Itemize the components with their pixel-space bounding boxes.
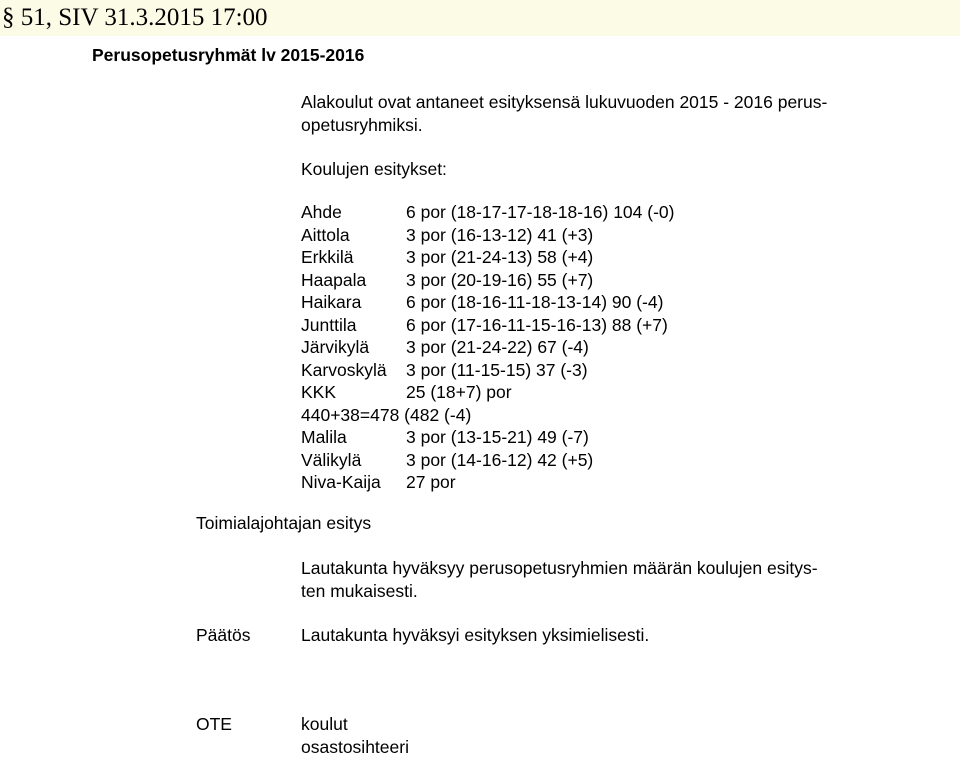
school-name: Ahde: [301, 201, 342, 224]
ote-recipient: osastosihteeri: [301, 736, 409, 758]
school-detail: 6 por (18-17-17-18-18-16) 104 (-0): [406, 201, 674, 224]
director-proposal-label: Toimialajohtajan esitys: [196, 512, 371, 535]
school-detail: 3 por (16-13-12) 41 (+3): [406, 224, 593, 247]
school-detail: 6 por (17-16-11-15-16-13) 88 (+7): [406, 314, 668, 337]
director-proposal-line: Lautakunta hyväksyy perusopetusryhmien määrän koulujen esitys-: [301, 557, 818, 580]
director-proposal-line: ten mukaisesti.: [301, 580, 818, 603]
school-detail: 3 por (21-24-22) 67 (-4): [406, 336, 589, 359]
school-name: Välikylä: [301, 449, 361, 472]
school-name: Karvoskylä: [301, 359, 387, 382]
school-detail: 3 por (13-15-21) 49 (-7): [406, 426, 589, 449]
school-detail: 27 por: [406, 471, 456, 494]
school-name: Erkkilä: [301, 246, 354, 269]
section-heading: § 51, SIV 31.3.2015 17:00: [2, 3, 268, 33]
total-line: 440+38=478 (482 (-4): [301, 404, 471, 427]
school-name: KKK: [301, 381, 336, 404]
decision-label: Päätös: [196, 624, 250, 647]
ote-recipients: [301, 713, 409, 758]
director-proposal-text: [301, 557, 818, 602]
decision-text: Lautakunta hyväksyi esityksen yksimielisesti.: [301, 624, 649, 647]
ote-recipient: koulut: [301, 713, 409, 736]
intro-line: opetusryhmiksi.: [301, 114, 827, 137]
school-detail: 25 (18+7) por: [406, 381, 512, 404]
school-detail: 3 por (20-19-16) 55 (+7): [406, 269, 593, 292]
document-title: Perusopetusryhmät lv 2015-2016: [92, 44, 364, 66]
school-detail: 3 por (14-16-12) 42 (+5): [406, 449, 593, 472]
school-name: Haapala: [301, 269, 366, 292]
proposals-heading: Koulujen esitykset:: [301, 158, 447, 181]
header-bar: [0, 0, 960, 36]
school-name: Malila: [301, 426, 347, 449]
school-name: Junttila: [301, 314, 356, 337]
intro-paragraph: [301, 91, 827, 136]
school-detail: 3 por (21-24-13) 58 (+4): [406, 246, 593, 269]
ote-label: OTE: [196, 713, 232, 736]
school-detail: 6 por (18-16-11-18-13-14) 90 (-4): [406, 291, 663, 314]
school-name: Aittola: [301, 224, 350, 247]
school-detail: 3 por (11-15-15) 37 (-3): [406, 359, 588, 382]
intro-line: Alakoulut ovat antaneet esityksensä lukuvuoden 2015 - 2016 perus-: [301, 91, 827, 114]
school-name: Haikara: [301, 291, 361, 314]
school-name: Järvikylä: [301, 336, 369, 359]
school-name: Niva-Kaija: [301, 471, 381, 494]
